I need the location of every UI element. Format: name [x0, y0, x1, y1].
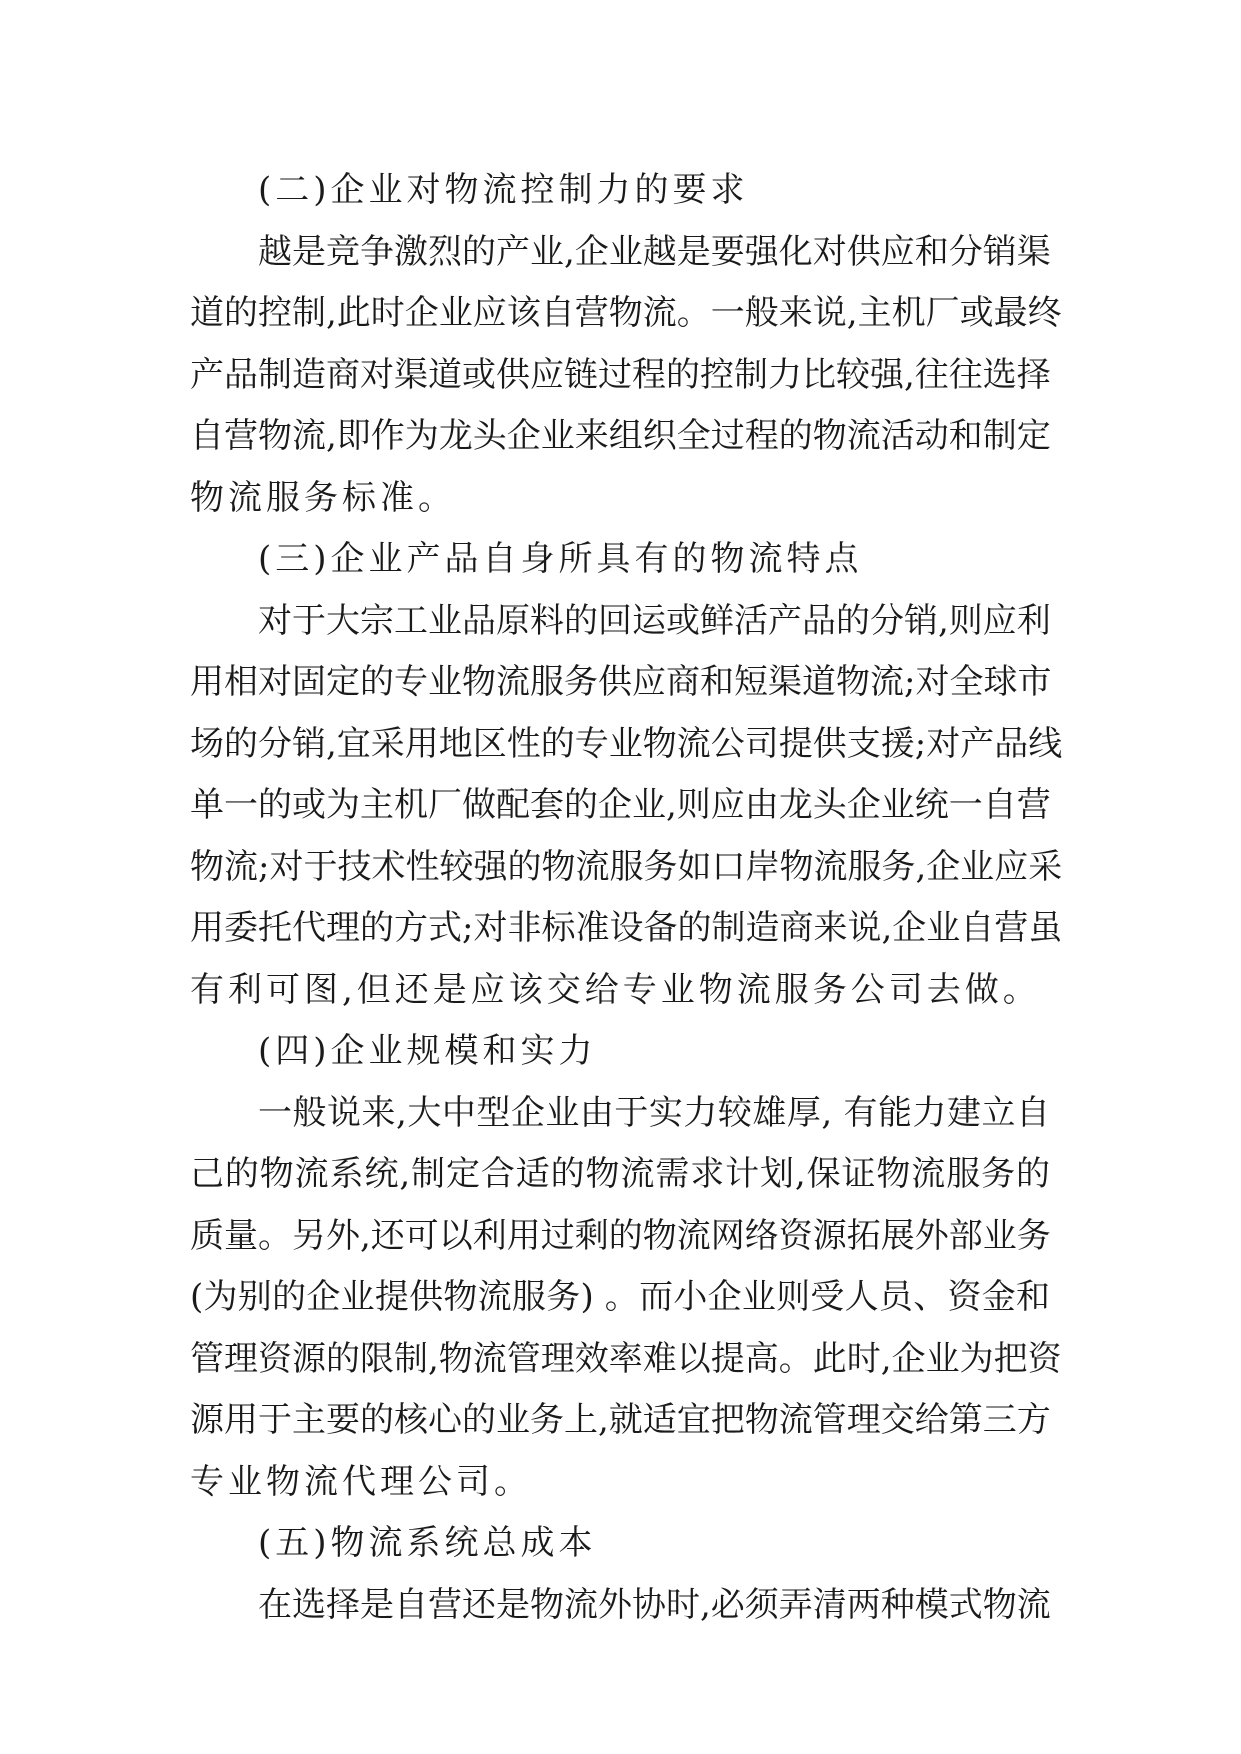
- paragraph-line: 一般说来,大中型企业由于实力较雄厚, 有能力建立自: [258, 1092, 1050, 1133]
- paragraph-line: 专业物流代理公司。: [190, 1461, 532, 1502]
- paragraph-line: 在选择是自营还是物流外协时,必须弄清两种模式物流: [258, 1584, 1051, 1625]
- paragraph-line: (为别的企业提供物流服务) 。而小企业则受人员、资金和: [190, 1277, 1050, 1317]
- paragraph-line: 用相对固定的专业物流服务供应商和短渠道物流;对全球市: [190, 662, 1052, 702]
- document-page: [190, 160, 1063, 1636]
- paragraph-line: 对于大宗工业品原料的回运或鲜活产品的分销,则应利: [258, 600, 1051, 641]
- section-heading: (三)企业产品自身所具有的物流特点: [258, 539, 863, 579]
- paragraph-line: 用委托代理的方式;对非标准设备的制造商来说,企业自营虽: [190, 908, 1063, 948]
- section-heading: (五)物流系统总成本: [258, 1523, 597, 1563]
- paragraph-line: 己的物流系统,制定合适的物流需求计划,保证物流服务的: [190, 1154, 1050, 1194]
- paragraph-line: 物流服务标准。: [190, 477, 456, 518]
- paragraph-line: 质量。另外,还可以利用过剩的物流网络资源拓展外部业务: [190, 1215, 1051, 1256]
- paragraph-line: 管理资源的限制,物流管理效率难以提高。此时,企业为把资: [190, 1338, 1062, 1379]
- paragraph-line: 场的分销,宜采用地区性的专业物流公司提供支援;对产品线: [190, 723, 1063, 764]
- section-heading: (二)企业对物流控制力的要求: [258, 170, 749, 210]
- paragraph-line: 有利可图,但还是应该交给专业物流服务公司去做。: [190, 969, 1041, 1010]
- section-heading: (四)企业规模和实力: [258, 1031, 597, 1071]
- paragraph-line: 物流;对于技术性较强的物流服务如口岸物流服务,企业应采: [190, 846, 1063, 887]
- paragraph-line: 源用于主要的核心的业务上,就适宜把物流管理交给第三方: [190, 1400, 1051, 1440]
- paragraph-line: 越是竞争激烈的产业,企业越是要强化对供应和分销渠: [258, 231, 1051, 272]
- paragraph-line: 单一的或为主机厂做配套的企业,则应由龙头企业统一自营: [190, 785, 1051, 825]
- paragraph-line: 道的控制,此时企业应该自营物流。一般来说,主机厂或最终: [190, 293, 1062, 333]
- paragraph-line: 自营物流,即作为龙头企业来组织全过程的物流活动和制定: [190, 416, 1051, 456]
- paragraph-line: 产品制造商对渠道或供应链过程的控制力比较强,往往选择: [190, 354, 1051, 395]
